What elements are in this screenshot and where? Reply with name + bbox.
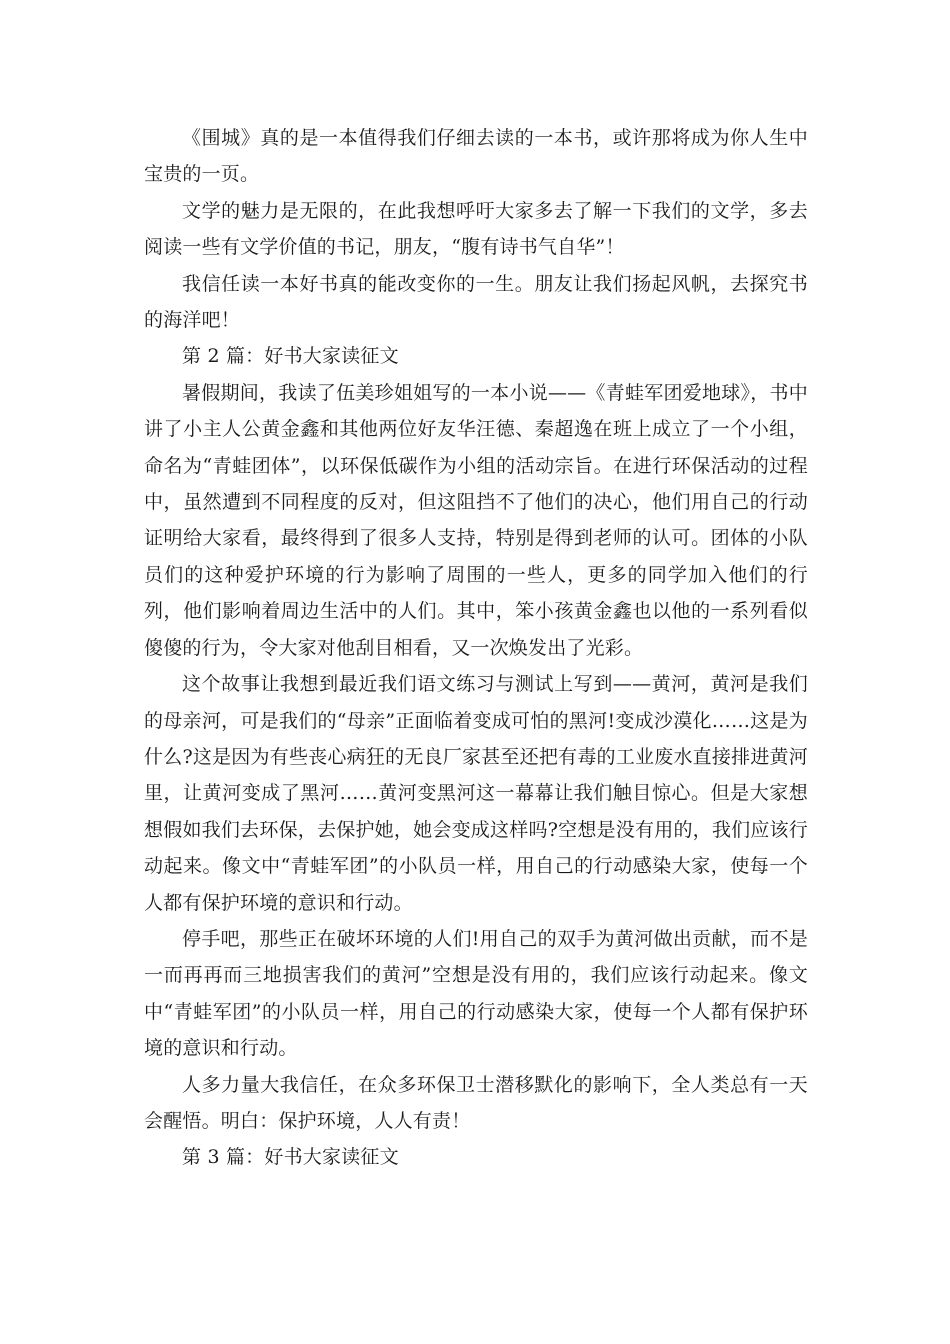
- paragraph: 文学的魅力是无限的，在此我想呼吁大家多去了解一下我们的文学，多去阅读一些有文学价值的书记，朋友，“腹有诗书气自华”！: [144, 199, 808, 259]
- paragraph: 停手吧，那些正在破坏环境的人们!用自己的双手为黄河做出贡献，而不是一而再再而三地损害我们的黄河”空想是没有用的，我们应该行动起来。像文中“青蛙军团”的小队员一样，用自己的行动感染大家，使每一个人都有保护环境的意识和行动。: [144, 927, 808, 1060]
- paragraph: 《围城》真的是一本值得我们仔细去读的一本书，或许那将成为你人生中宝贵的一页。: [144, 127, 808, 186]
- paragraph: 我信任读一本好书真的能改变你的一生。朋友让我们扬起风帆，去探究书的海洋吧！: [144, 272, 808, 332]
- paragraph: 人多力量大我信任，在众多环保卫士潜移默化的影响下，全人类总有一天会醒悟。明白：保护环境，人人有责！: [144, 1073, 808, 1132]
- section-heading: 第 2 篇：好书大家读征文: [182, 345, 399, 368]
- document-body: [144, 120, 808, 1176]
- paragraph: 这个故事让我想到最近我们语文练习与测试上写到——黄河，黄河是我们的母亲河，可是我们的“母亲”正面临着变成可怕的黑河!变成沙漠化……这是为什么?这是因为有些丧心病狂的无良厂家甚至还把有毒的工业废水直接排进黄河里，让黄河变成了黑河……黄河变黑河这一幕幕让我们触目惊心。但是大家想想假如我们去环保，去保护她，她会变成这样吗?空想是没有用的，我们应该行动起来。像文中“青蛙军团”的小队员一样，用自己的行动感染大家，使每一个人都有保护环境的意识和行动。: [144, 673, 808, 914]
- section-heading: 第 3 篇：好书大家读征文: [182, 1146, 399, 1169]
- paragraph: 暑假期间，我读了伍美珍姐姐写的一本小说——《青蛙军团爱地球》，书中讲了小主人公黄金鑫和其他两位好友华汪德、秦超逸在班上成立了一个小组，命名为“青蛙团体”，以环保低碳作为小组的活动宗旨。在进行环保活动的过程中，虽然遭到不同程度的反对，但这阻挡不了他们的决心，他们用自己的行动证明给大家看，最终得到了很多人支持，特别是得到老师的认可。团体的小队员们的这种爱护环境的行为影响了周围的一些人，更多的同学加入他们的行列，他们影响着周边生活中的人们。其中，笨小孩黄金鑫也以他的一系列看似傻傻的行为，令大家对他刮目相看，又一次焕发出了光彩。: [144, 381, 808, 659]
